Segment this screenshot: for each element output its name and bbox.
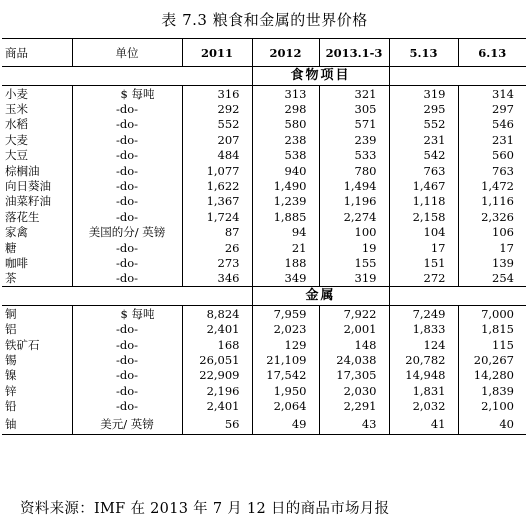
commodity-name: 镍 <box>5 368 17 383</box>
header-unit: 单位 <box>72 39 182 67</box>
commodity-name: 油菜籽油 <box>5 194 51 209</box>
section-header-row <box>2 67 526 86</box>
commodity-name: 锡 <box>5 352 17 367</box>
commodity-unit: -do- <box>72 194 182 209</box>
section-label: 金属 <box>252 287 389 306</box>
price-value: 295 <box>389 101 458 116</box>
price-value: 552 <box>389 117 458 132</box>
commodity-name: 锌 <box>5 383 17 398</box>
price-value: 238 <box>252 132 319 147</box>
price-value: 1,239 <box>252 194 319 209</box>
table-row <box>2 383 526 398</box>
price-value: 106 <box>458 225 526 240</box>
commodity-unit: -do- <box>72 163 182 178</box>
price-value: 100 <box>319 225 389 240</box>
price-value: 298 <box>252 101 319 116</box>
commodity-unit: -do- <box>72 117 182 132</box>
table-row <box>2 132 526 147</box>
price-value: 1,367 <box>182 194 252 209</box>
price-value: 1,839 <box>458 383 526 398</box>
price-value: 41 <box>389 414 458 435</box>
header-commodity: 商品 <box>2 39 72 67</box>
commodity-name: 茶 <box>2 271 72 287</box>
price-value: 2,001 <box>319 321 389 336</box>
table-body <box>2 67 526 435</box>
price-value: 2,032 <box>389 398 458 413</box>
price-value: 2,023 <box>252 321 319 336</box>
price-value: 17,305 <box>319 368 389 383</box>
commodity-name: 铅 <box>5 399 17 414</box>
table-row <box>2 163 526 178</box>
price-value: 1,467 <box>389 178 458 193</box>
table-row <box>2 148 526 163</box>
price-value: 1,622 <box>182 178 252 193</box>
price-value: 14,948 <box>389 368 458 383</box>
commodity-unit: -do- <box>72 383 182 398</box>
commodity-name: 小麦 <box>5 86 28 101</box>
commodity-name: 铜 <box>5 306 17 321</box>
table-row <box>2 117 526 132</box>
price-value: 305 <box>319 101 389 116</box>
price-value: 542 <box>389 148 458 163</box>
price-value: 2,274 <box>319 209 389 224</box>
price-value: 313 <box>252 86 319 102</box>
price-value: 1,885 <box>252 209 319 224</box>
price-value: 2,196 <box>182 383 252 398</box>
price-value: 168 <box>182 337 252 352</box>
price-value: 155 <box>319 255 389 270</box>
commodity-unit: $ 每吨 <box>72 306 182 322</box>
commodity-unit: -do- <box>72 352 182 367</box>
price-value: 207 <box>182 132 252 147</box>
header-year: 6.13 <box>458 39 526 67</box>
table-title: 表 7.3 粮食和金属的世界价格 <box>161 11 368 29</box>
table-row <box>2 398 526 413</box>
commodity-name: 落花生 <box>5 209 40 224</box>
price-value: 1,077 <box>182 163 252 178</box>
price-value: 188 <box>252 255 319 270</box>
price-value: 148 <box>319 337 389 352</box>
table-row <box>2 414 526 435</box>
price-value: 2,100 <box>458 398 526 413</box>
price-value: 24,038 <box>319 352 389 367</box>
commodity-name: 向日葵油 <box>5 179 51 194</box>
price-value: 14,280 <box>458 368 526 383</box>
price-value: 780 <box>319 163 389 178</box>
price-value: 26,051 <box>182 352 252 367</box>
price-value: 484 <box>182 148 252 163</box>
price-value: 40 <box>458 414 526 435</box>
price-value: 319 <box>389 86 458 102</box>
commodity-name: 水稻 <box>5 117 28 132</box>
price-value: 254 <box>458 271 526 287</box>
table-row <box>2 337 526 352</box>
price-value: 2,158 <box>389 209 458 224</box>
price-value: 1,815 <box>458 321 526 336</box>
price-value: 2,401 <box>182 398 252 413</box>
table-row <box>2 368 526 383</box>
table-row <box>2 271 526 287</box>
commodity-name: 铁矿石 <box>5 337 40 352</box>
price-value: 571 <box>319 117 389 132</box>
price-value: 26 <box>182 240 252 255</box>
price-value: 7,922 <box>319 306 389 322</box>
price-table <box>2 38 526 435</box>
table-row <box>2 86 526 102</box>
price-value: 49 <box>252 414 319 435</box>
commodity-unit: -do- <box>72 368 182 383</box>
section-spacer-cell <box>2 287 252 306</box>
table-row <box>2 321 526 336</box>
price-value: 17 <box>458 240 526 255</box>
header-year: 2012 <box>252 39 319 67</box>
price-value: 1,118 <box>389 194 458 209</box>
commodity-unit: -do- <box>72 337 182 352</box>
price-value: 1,116 <box>458 194 526 209</box>
price-value: 316 <box>182 86 252 102</box>
price-value: 1,196 <box>319 194 389 209</box>
price-value: 2,030 <box>319 383 389 398</box>
section-spacer-cell <box>389 287 526 306</box>
header-year: 5.13 <box>389 39 458 67</box>
price-value: 1,724 <box>182 209 252 224</box>
commodity-unit: -do- <box>72 398 182 413</box>
commodity-unit: 美国的分/ 英镑 <box>72 225 182 240</box>
price-value: 8,824 <box>182 306 252 322</box>
section-spacer-cell <box>2 67 252 86</box>
price-value: 1,494 <box>319 178 389 193</box>
price-value: 239 <box>319 132 389 147</box>
section-spacer-cell <box>389 67 526 86</box>
table-row <box>2 255 526 270</box>
price-value: 17,542 <box>252 368 319 383</box>
price-value: 1,490 <box>252 178 319 193</box>
commodity-unit: $ 每吨 <box>72 86 182 102</box>
price-value: 273 <box>182 255 252 270</box>
commodity-unit: -do- <box>72 271 182 287</box>
price-value: 7,249 <box>389 306 458 322</box>
section-header-row <box>2 287 526 306</box>
commodity-unit: 美元/ 英镑 <box>72 414 182 435</box>
commodity-name: 家禽 <box>5 225 28 240</box>
price-value: 151 <box>389 255 458 270</box>
price-value: 20,267 <box>458 352 526 367</box>
table-row <box>2 178 526 193</box>
commodity-name: 玉米 <box>5 102 28 117</box>
commodity-name: 大麦 <box>5 132 28 147</box>
commodity-unit: -do- <box>72 240 182 255</box>
section-label: 食物项目 <box>252 67 389 86</box>
price-value: 20,782 <box>389 352 458 367</box>
commodity-unit: -do- <box>72 132 182 147</box>
price-value: 552 <box>182 117 252 132</box>
price-value: 297 <box>458 101 526 116</box>
header-row <box>2 39 526 67</box>
price-value: 139 <box>458 255 526 270</box>
commodity-name: 铝 <box>5 322 17 337</box>
price-value: 2,064 <box>252 398 319 413</box>
price-value: 94 <box>252 225 319 240</box>
price-value: 1,831 <box>389 383 458 398</box>
table-row <box>2 225 526 240</box>
price-value: 129 <box>252 337 319 352</box>
price-value: 2,401 <box>182 321 252 336</box>
commodity-unit: -do- <box>72 101 182 116</box>
header-year: 2013.1-3 <box>319 39 389 67</box>
commodity-name: 糖 <box>5 240 17 255</box>
price-value: 319 <box>319 271 389 287</box>
price-value: 538 <box>252 148 319 163</box>
price-value: 349 <box>252 271 319 287</box>
source-note: 资料来源：IMF 在 2013 年 7 月 12 日的商品市场月报 <box>20 501 390 517</box>
price-value: 7,000 <box>458 306 526 322</box>
price-value: 1,950 <box>252 383 319 398</box>
price-value: 272 <box>389 271 458 287</box>
commodity-name: 棕榈油 <box>5 163 40 178</box>
header-year: 2011 <box>182 39 252 67</box>
price-value: 292 <box>182 101 252 116</box>
price-value: 7,959 <box>252 306 319 322</box>
commodity-name: 铀 <box>2 414 72 435</box>
price-value: 314 <box>458 86 526 102</box>
price-value: 231 <box>389 132 458 147</box>
price-value: 22,909 <box>182 368 252 383</box>
price-value: 56 <box>182 414 252 435</box>
price-value: 321 <box>319 86 389 102</box>
price-value: 21 <box>252 240 319 255</box>
commodity-unit: -do- <box>72 178 182 193</box>
table-row <box>2 101 526 116</box>
commodity-unit: -do- <box>72 321 182 336</box>
commodity-unit: -do- <box>72 209 182 224</box>
price-value: 580 <box>252 117 319 132</box>
price-value: 1,472 <box>458 178 526 193</box>
price-value: 21,109 <box>252 352 319 367</box>
price-value: 940 <box>252 163 319 178</box>
table-row <box>2 352 526 367</box>
commodity-name: 大豆 <box>5 148 28 163</box>
table-row <box>2 194 526 209</box>
table-row <box>2 306 526 322</box>
table-row <box>2 240 526 255</box>
price-value: 560 <box>458 148 526 163</box>
price-value: 87 <box>182 225 252 240</box>
price-value: 17 <box>389 240 458 255</box>
price-value: 2,291 <box>319 398 389 413</box>
price-value: 763 <box>458 163 526 178</box>
commodity-unit: -do- <box>72 255 182 270</box>
price-value: 19 <box>319 240 389 255</box>
price-value: 346 <box>182 271 252 287</box>
table-row <box>2 209 526 224</box>
price-value: 546 <box>458 117 526 132</box>
price-value: 533 <box>319 148 389 163</box>
price-value: 1,833 <box>389 321 458 336</box>
price-value: 115 <box>458 337 526 352</box>
price-value: 2,326 <box>458 209 526 224</box>
commodity-name: 咖啡 <box>5 255 28 270</box>
commodity-unit: -do- <box>72 148 182 163</box>
price-value: 124 <box>389 337 458 352</box>
price-value: 763 <box>389 163 458 178</box>
price-value: 231 <box>458 132 526 147</box>
price-value: 104 <box>389 225 458 240</box>
price-value: 43 <box>319 414 389 435</box>
